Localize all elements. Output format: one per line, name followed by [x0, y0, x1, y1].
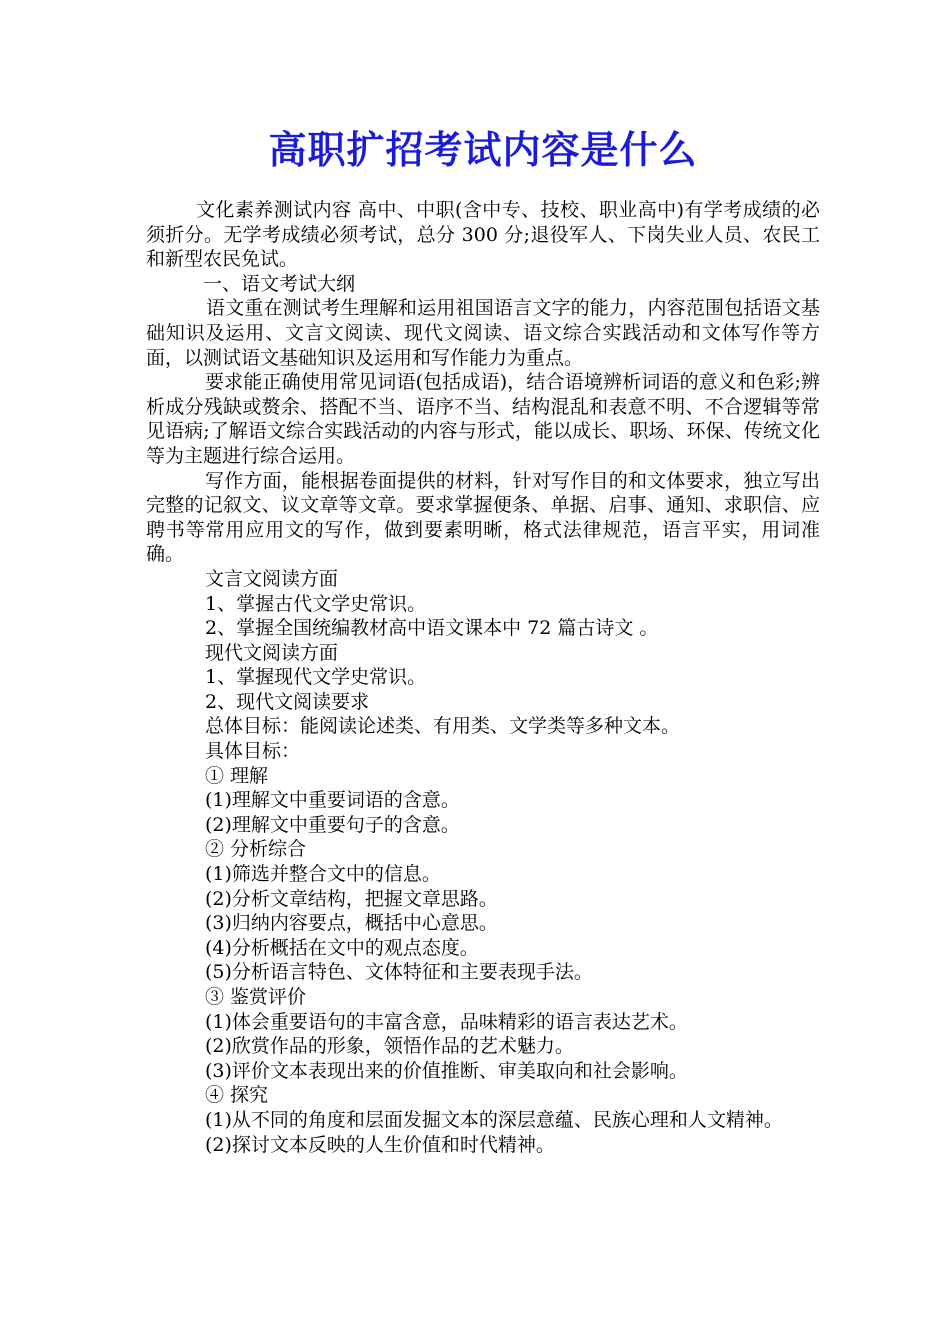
paragraph: 文言文阅读方面 [205, 567, 339, 590]
paragraph: 写作方面，能根据卷面提供的材料，针对写作目的和文体要求，独立写出完整的记叙文、议文章等文章。要求掌握便条、单据、启事、通知、求职信、应聘书等常用应用文的写作，做到要素明晰，格式法律规范，语言平实，用词准确。 [146, 469, 820, 566]
paragraph: 文化素养测试内容 高中、中职(含中专、技校、职业高中)有学考成绩的必须折分。无学考成绩必须考试，总分 300 分;退役军人、下岗失业人员、农民工和新型农民免试。 [146, 199, 820, 271]
paragraph: (3)归纳内容要点，概括中心意思。 [205, 912, 498, 935]
paragraph: (4)分析概括在文中的观点态度。 [205, 936, 479, 959]
paragraph: 2、现代文阅读要求 [205, 690, 370, 713]
paragraph: 1、掌握古代文学史常识。 [205, 592, 427, 615]
paragraph: (2)分析文章结构，把握文章思路。 [205, 887, 498, 910]
paragraph: (3)评价文本表现出来的价值推断、审美取向和社会影响。 [205, 1059, 688, 1082]
paragraph: (2)欣赏作品的形象，领悟作品的艺术魅力。 [205, 1035, 574, 1058]
document-body [146, 198, 820, 1157]
paragraph: (2)探讨文本反映的人生价值和时代精神。 [205, 1133, 555, 1156]
paragraph: (2)理解文中重要句子的含意。 [205, 813, 460, 836]
paragraph: ③ 鉴赏评价 [205, 986, 307, 1008]
page-title: 高职扩招考试内容是什么 [268, 127, 698, 172]
paragraph: (1)筛选并整合文中的信息。 [205, 863, 441, 886]
paragraph: (5)分析语言特色、文体特征和主要表现手法。 [205, 961, 593, 984]
paragraph: (1)体会重要语句的丰富含意，品味精彩的语言表达艺术。 [205, 1010, 688, 1033]
paragraph: 具体目标： [205, 740, 301, 763]
paragraph: 要求能正确使用常见词语(包括成语)，结合语境辨析词语的意义和色彩;辨析成分残缺或赘余、搭配不当、语序不当、结构混乱和表意不明、不合逻辑等常见语病;了解语文综合实践活动的内容与形式，能以成长、职场、环保、传统文化等为主题进行综合运用。 [146, 371, 820, 467]
paragraph: 语文重在测试考生理解和运用祖国语言文字的能力，内容范围包括语文基础知识及运用、文言文阅读、现代文阅读、语文综合实践活动和文体写作等方面，以测试语文基础知识及运用和写作能力为重点。 [146, 297, 820, 369]
paragraph: 总体目标：能阅读论述类、有用类、文学类等多种文本。 [205, 715, 681, 738]
paragraph: (1)从不同的角度和层面发掘文本的深层意蕴、民族心理和人文精神。 [205, 1108, 783, 1131]
paragraph: 现代文阅读方面 [205, 641, 339, 664]
paragraph: 1、掌握现代文学史常识。 [205, 666, 427, 689]
paragraph: 2、掌握全国统编教材高中语文课本中 72 篇古诗文 。 [205, 617, 659, 640]
paragraph: ④ 探究 [205, 1084, 269, 1107]
paragraph: 一、语文考试大纲 [203, 272, 356, 295]
paragraph: ① 理解 [205, 764, 269, 787]
paragraph: ② 分析综合 [205, 838, 307, 861]
paragraph: (1)理解文中重要词语的含意。 [205, 789, 460, 812]
